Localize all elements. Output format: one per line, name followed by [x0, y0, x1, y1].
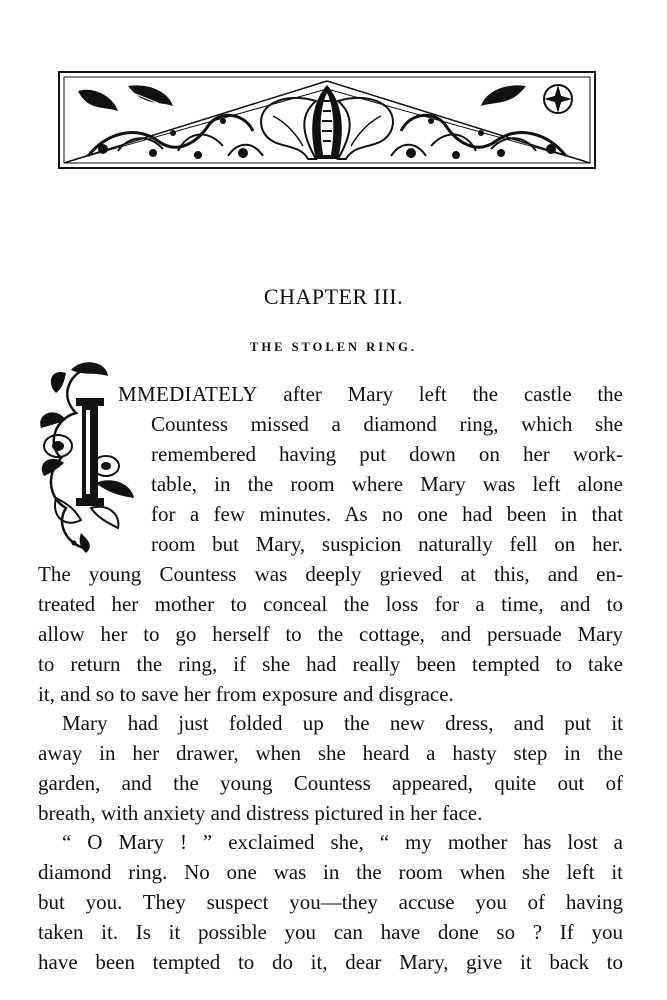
- text-line-18: but you. They suspect you—they accuse you of having: [38, 890, 623, 914]
- text-line-11: it, and so to save her from exposure and disgrace.: [38, 682, 454, 706]
- text-line-1: [118, 379, 623, 409]
- ornamental-headpiece: [58, 71, 596, 169]
- text-line-9: allow her to go herself to the cottage, and persuade Mary: [38, 622, 623, 646]
- chapter-subtitle: THE STOLEN RING.: [250, 340, 417, 354]
- text-line-15: breath, with anxiety and distress pictured in her face.: [38, 801, 483, 825]
- text-line-1-body: after Mary left the castle the: [257, 382, 623, 406]
- text-line-2: Countess missed a diamond ring, which she: [151, 412, 623, 436]
- drop-cap-letter: [0, 0, 1, 1]
- text-line-13: away in her drawer, when she heard a hasty step in the: [38, 741, 623, 765]
- text-line-3: remembered having put down on her work-: [151, 442, 623, 466]
- text-line-5: for a few minutes. As no one had been in that: [151, 502, 623, 526]
- text-line-6: room but Mary, suspicion naturally fell on her.: [151, 532, 623, 556]
- text-line-14: garden, and the young Countess appeared, quite out of: [38, 771, 623, 795]
- chapter-title: CHAPTER III.: [263, 284, 404, 309]
- text-line-16: “ O Mary ! ” exclaimed she, “ my mother has lost a: [62, 830, 623, 854]
- text-line-4: table, in the room where Mary was left alone: [151, 472, 623, 496]
- drop-cap-continuation: MMEDIATELY: [118, 382, 258, 406]
- text-line-10: to return the ring, if she had really been tempted to take: [38, 652, 623, 676]
- text-line-8: treated her mother to conceal the loss for a time, and to: [38, 592, 623, 616]
- text-line-7: The young Countess was deeply grieved at this, and en-: [38, 562, 623, 586]
- text-line-12: Mary had just folded up the new dress, and put it: [62, 711, 623, 735]
- text-line-20: have been tempted to do it, dear Mary, give it back to: [38, 950, 623, 974]
- text-line-17: diamond ring. No one was in the room when she left it: [38, 860, 623, 884]
- text-line-19: taken it. Is it possible you can have done so ? If you: [38, 920, 623, 944]
